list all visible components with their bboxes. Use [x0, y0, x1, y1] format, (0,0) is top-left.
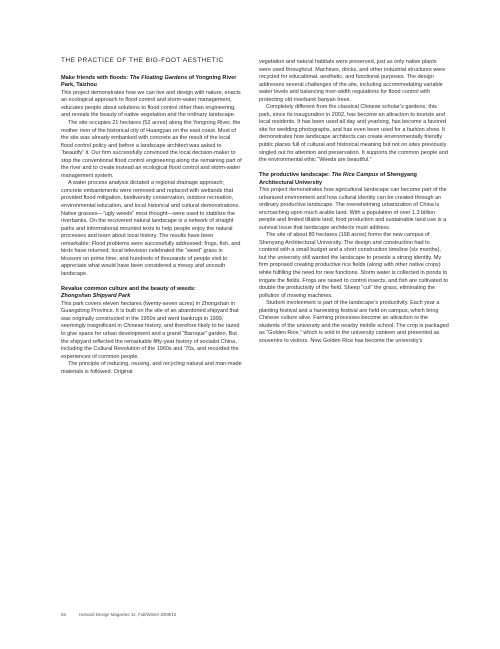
- subheading-text: The productive landscape:: [259, 172, 332, 179]
- body-paragraph: vegetation and natural habitats were preserved, just as only native plants were used throughout. Machines, docks, and other industrial structures were recycled for educational, aesthetic, and functional purposes. The design addresses several challenges of the site, including accommodating variable water levels and balancing river-width regulations for flood control with protecting old riverbank banyan trees.: [259, 59, 446, 103]
- spacer: [61, 278, 242, 286]
- left-column: [61, 57, 242, 376]
- subheading-shipyard-park: [61, 286, 242, 301]
- body-paragraph: This park covers eleven hectares (twenty-seven acres) in Zhongshan in Guangdong Province. It is built on the site of an abandoned shipyard that was originally constructed in the 1950s and went bankrupt in 1999, seemingly insignificant in Chinese history, and therefore likely to be razed to give space for urban development and a grand “Baroque” garden. But the shipyard reflected the remarkable fifty-year history of socialist China, including the Cultural Revolution of the 1960s and ’70s, and recorded the experiences of common people.: [61, 300, 240, 360]
- subheading-floating-gardens: [61, 75, 242, 90]
- body-paragraph: This project demonstrates how we can live and design with nature, enacts an ecological approach to flood control and storm-water management, educates people about solutions to flood control other than engineering, and reveals the beauty of native vegetation and the ordinary landscape.: [61, 89, 241, 119]
- spacer: [259, 165, 449, 173]
- body-paragraph: A water process analysis dictated a regional drainage approach; concrete embankments were removed and replaced with wetlands that provided flood mitigation, biodiversity conservation, outdoor recreation, environmental education, and local historical and cultural demonstrations. Native grasses—“ugly weeds” most thought—were used to stabilize the riverbanks. On the recovered natural landscape is a network of straight paths and informational mounted texts to help people enjoy the natural processes and learn about local history. The results have been remarkable: Flood problems were successfully addressed; frogs, fish, and birds have returned; local television celebrated the “weed” grass in blossom on prime time; and hundreds of thousands of people visit to appreciate what would have been considered a messy and uncouth landscape.: [61, 180, 241, 277]
- subheading-text: Make friends with floods:: [61, 75, 130, 81]
- section-title: THE PRACTICE OF THE BIG-FOOT AESTHETIC: [61, 57, 224, 64]
- journal-citation: Harvard Design Magazine 31, Fall/Winter 2009/10: [79, 612, 177, 617]
- subheading-text: Revalue common culture and the beauty of weeds:: [61, 285, 196, 292]
- body-paragraph: The site occupies 21 hectares (52 acres) along the Yongning River, the mother river of the historical city of Huangyan on the east coast. Most of the site was already embanked with concrete as the result of the local flood control policy and before a landscape architect was asked to “beautify” it. Our firm successfully convinced the local decision-maker to stop the conventional flood control engineering along the remaining part of the river and to create instead an ecological flood control and storm-water management system.: [61, 120, 242, 179]
- page-footer: [61, 612, 461, 618]
- subheading-location: of Yongning River Park, Taizhou: [61, 75, 237, 89]
- subheading-location: of Shengyang Architectural University: [259, 172, 417, 186]
- subheading-project-name: The Floating Gardens: [129, 75, 188, 81]
- subheading-project-name: Zhongshan Shipyard Park: [61, 293, 131, 300]
- page-number: 56: [61, 612, 66, 617]
- body-paragraph: The principle of reducing, reusing, and recycling natural and man-made materials is followed. Original: [61, 361, 242, 375]
- body-paragraph: This project demonstrates how agricultural landscape can become part of the urbanized environment and how cultural identity can be created through an ordinary productive landscape. The overwhelming urbanization of China is encroaching upon much arable land. With a population of over 1.3 billion people and limited tillable land, food production and sustainable land use is a survival issue that landscape architects must address.: [259, 186, 447, 231]
- body-paragraph: Student involvement is part of the landscape’s productivity. Each year a planting festival and a harvesting festival are held on campus, which bring Chinese culture alive. Farming processes become an attraction to the students of the university and the nearby middle school. The crop is packaged as “Golden Rice,” which is sold in the university canteen and presented as souvenirs to visitors. Now Golden Rice has become the university’s: [259, 300, 449, 344]
- body-paragraph: The site of about 80 hectares (198 acres) forms the new campus of Shenyang Architectural University. The design and construction had to contend with a small budget and a short construction timeline (six months), but the university still wanted the landscape to provide a strong identity. My firm proposed creating productive rice fields (along with other native crops) while fulfilling the need for new functions. Storm water is collected in ponds to irrigate the fields. Frogs are raised to control insects, and fish are cultivated to double the productivity of the field. Sheep “cut” the grass, eliminating the pollution of mowing machines.: [259, 232, 448, 299]
- body-paragraph: Completely different from the classical Chinese scholar’s gardens, this park, since its inauguration in 2002, has become an attraction to tourists and local residents. It has been used all day and yearlong, has become a favored site for wedding photographs, and has even been used for a fashion show. It demonstrates how landscape architects can create environmentally friendly public places full of cultural and historical meaning but not on sites previously singled out for attention and preservation. It supports the common people and the environmental ethic “Weeds are beautiful.”: [259, 104, 448, 164]
- subheading-project-name: The Rice Campus: [331, 172, 379, 179]
- subheading-rice-campus: [259, 172, 449, 187]
- right-column: [259, 59, 449, 345]
